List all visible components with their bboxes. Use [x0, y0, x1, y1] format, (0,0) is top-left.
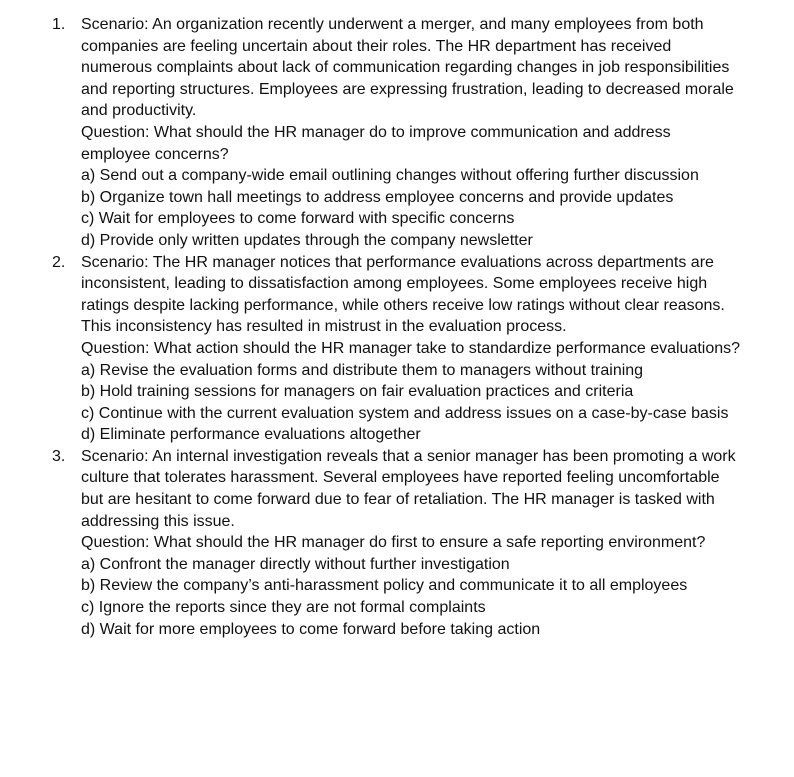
- option-b: b) Review the company’s anti-harassment policy and communicate it to all employees: [81, 577, 688, 595]
- item-number: 1.: [52, 16, 66, 33]
- option-a: a) Revise the evaluation forms and distribute them to managers without training: [81, 361, 644, 379]
- option-a: a) Confront the manager directly without further investigation: [81, 555, 510, 573]
- option-c: c) Continue with the current evaluation system and address issues on a case-by-case basis: [81, 404, 729, 422]
- item-number: 3.: [52, 447, 66, 465]
- list-item: [0, 14, 794, 252]
- item-number: 2.: [52, 253, 66, 271]
- option-d: d) Provide only written updates through the company newsletter: [81, 231, 533, 249]
- scenario-text: Scenario: An internal investigation reveals that a senior manager has been promoting a work culture that tolerates harassment. Several employees have reported feeling uncomfortable but are hesitant to come forward due to fear of retaliation. The HR manager is tasked with addressing this issue.: [81, 447, 736, 530]
- question-text: Question: What should the HR manager do to improve communication and address employee concerns?: [81, 123, 671, 163]
- option-b: b) Organize town hall meetings to address employee concerns and provide updates: [81, 188, 674, 206]
- scenario-text: Scenario: The HR manager notices that performance evaluations across departments are inconsistent, leading to dissatisfaction among employees. Some employees receive high ratings despite lacking performance, while others receive low ratings without clear reasons. This inconsistency has resulted in mistrust in the evaluation process.: [81, 253, 725, 336]
- numbered-question-list: [0, 14, 794, 640]
- option-d: d) Eliminate performance evaluations altogether: [81, 426, 421, 444]
- option-c: c) Ignore the reports since they are not formal complaints: [81, 599, 486, 617]
- option-d: d) Wait for more employees to come forward before taking action: [81, 620, 541, 638]
- option-b: b) Hold training sessions for managers on fair evaluation practices and criteria: [81, 383, 634, 401]
- list-item: [0, 252, 794, 446]
- option-a: a) Send out a company-wide email outlining changes without offering further discussion: [81, 167, 699, 185]
- scenario-text: Scenario: An organization recently underwent a merger, and many employees from both companies are feeling uncertain about their roles. The HR department has received numerous complaints about lack of communication regarding changes in job responsibilities and reporting structures. Employees are expressing frustration, leading to decreased morale and productivity.: [81, 16, 734, 120]
- option-c: c) Wait for employees to come forward with specific concerns: [81, 210, 515, 228]
- question-text: Question: What action should the HR manager take to standardize performance evaluations?: [81, 339, 741, 357]
- list-item: [0, 446, 794, 640]
- question-text: Question: What should the HR manager do first to ensure a safe reporting environment?: [81, 534, 706, 552]
